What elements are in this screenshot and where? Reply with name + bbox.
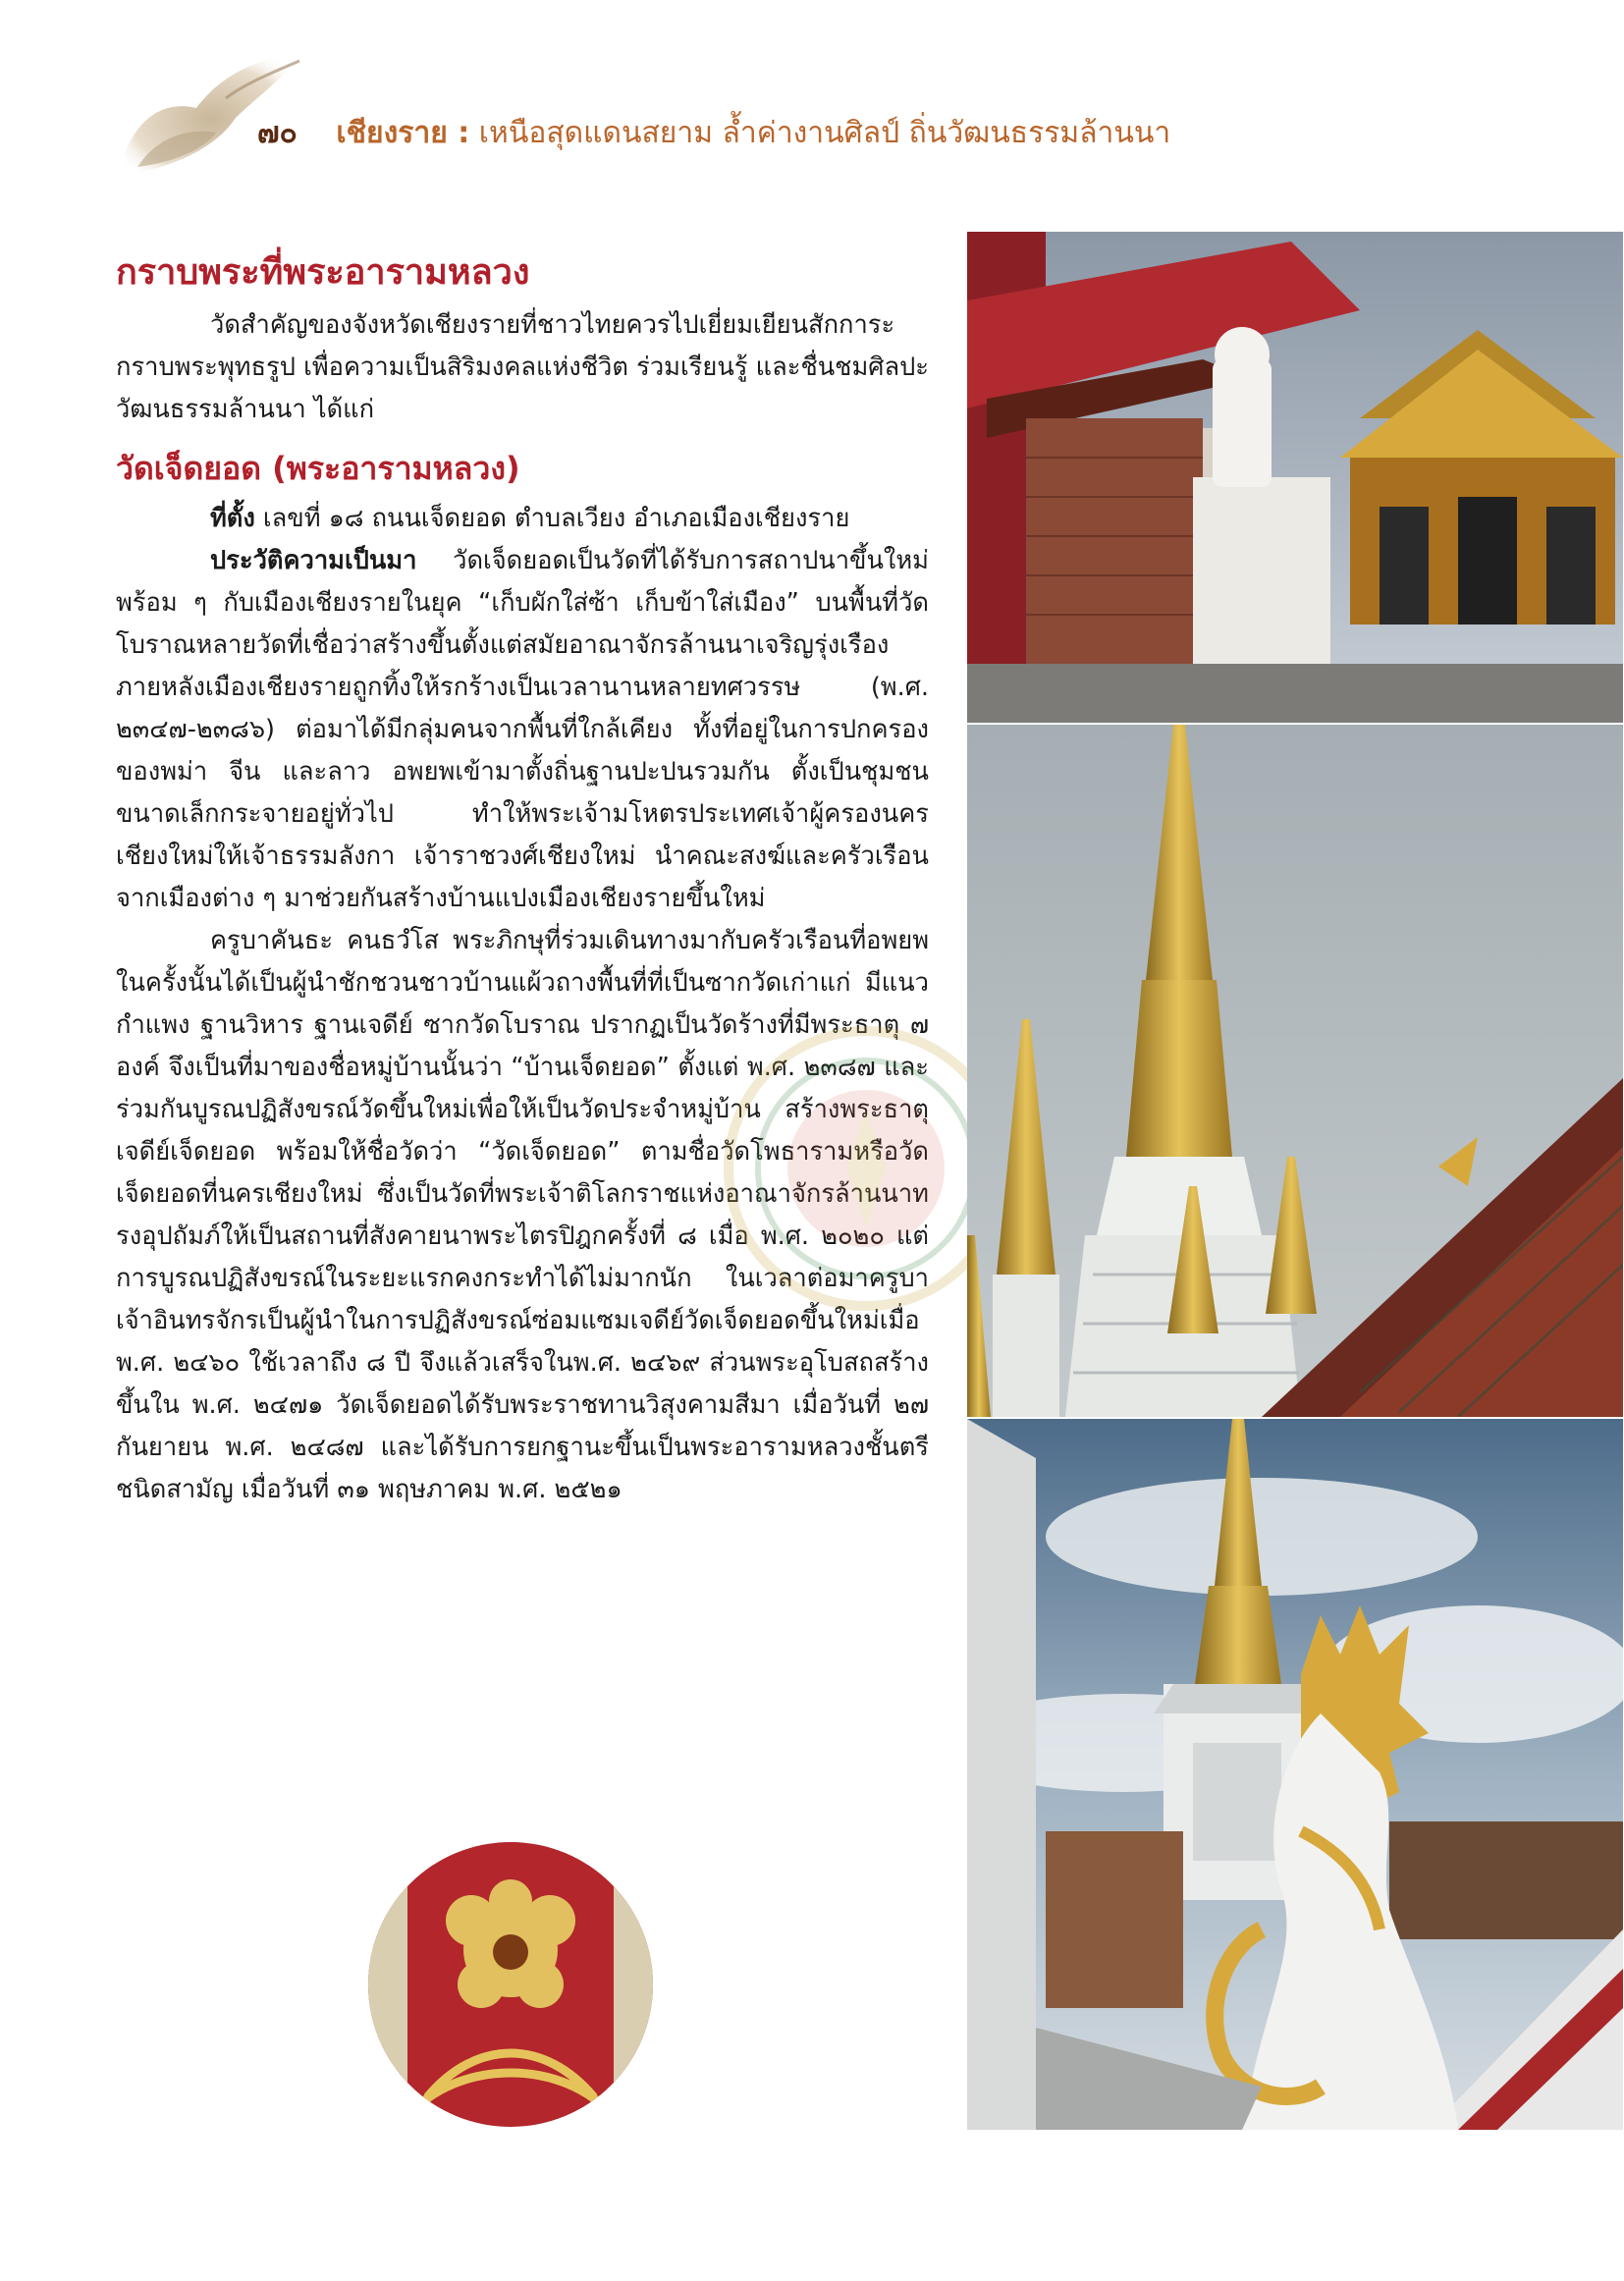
singha-guardian-photo [967, 1419, 1623, 2130]
article-heading: กราบพระที่พระอารามหลวง [116, 252, 530, 293]
ornament-detail-photo [368, 1842, 653, 2127]
history-paragraph [116, 540, 929, 920]
location-label: ที่ตั้ง [210, 504, 255, 533]
page-number: ๗๐ [257, 116, 298, 150]
history-paragraph-2: ครูบาคันธะ คนธวํโส พระภิกษุที่ร่วมเดินทางมากับครัวเรือนที่อพยพในครั้งนั้นได้เป็นผู้นำชักชวนชาวบ้านแผ้วถางพื้นที่ที่เป็นซากวัดเก่าแก่ มีแนวกำแพง ฐานวิหาร ฐานเจดีย์ ซากวัดโบราณ ปรากฏเป็นวัดร้างที่มีพระธาตุ ๗ องค์ จึงเป็นที่มาของชื่อหมู่บ้านนั้นว่า “บ้านเจ็ดยอด” ตั้งแต่ พ.ศ. ๒๓๘๗ และร่วมกันบูรณปฏิสังขรณ์วัดขึ้นใหม่เพื่อให้เป็นวัดประจำหมู่บ้าน สร้างพระธาตุเจดีย์เจ็ดยอด พร้อมให้ชื่อวัดว่า “วัดเจ็ดยอด” ตามชื่อวัดโพธารามหรือวัดเจ็ดยอดที่นครเชียงใหม่ ซึ่งเป็นวัดที่พระเจ้าติโลกราชแห่งอาณาจักรล้านนาทรงอุปถัมภ์ให้เป็นสถานที่สังคายนาพระไตรปิฎกครั้งที่ ๘ เมื่อ พ.ศ. ๒๐๒๐ แต่การบูรณปฏิสังขรณ์ในระยะแรกคงกระทำได้ไม่มากนัก ในเวลาต่อมาครูบาเจ้าอินทรจักรเป็นผู้นำในการปฏิสังขรณ์ซ่อมแซมเจดีย์วัดเจ็ดยอดขึ้นใหม่เมื่อ พ.ศ. ๒๔๖๐ ใช้เวลาถึง ๘ ปี จึงแล้วเสร็จในพ.ศ. ๒๔๖๙ ส่วนพระอุโบสถสร้างขึ้นใน พ.ศ. ๒๔๗๑ วัดเจ็ดยอดได้รับพระราชทานวิสุงคามสีมา เมื่อวันที่ ๒๗ กันยายน พ.ศ. ๒๔๘๗ และได้รับการยกฐานะขึ้นเป็นพระอารามหลวงชั้นตรี ชนิดสามัญ เมื่อวันที่ ๓๑ พฤษภาคม พ.ศ. ๒๕๒๑ [116, 926, 929, 1504]
header-section: เชียงราย : [336, 116, 470, 150]
temple-heading: วัดเจ็ดยอด (พระอารามหลวง) [116, 450, 520, 487]
header-title-line [257, 110, 1170, 156]
history-label: ประวัติความเป็นมา [210, 546, 417, 575]
intro-paragraph: วัดสำคัญของจังหวัดเชียงรายที่ชาวไทยควรไปเยี่ยมเยียนสักการะกราบพระพุทธรูป เพื่อความเป็นสิริมงคลแห่งชีวิต ร่วมเรียนรู้ และชื่นชมศิลปะวัฒนธรรมล้านนา ได้แก่ [116, 310, 929, 424]
golden-chedi-photo [967, 725, 1623, 1417]
history-text: วัดเจ็ดยอดเป็นวัดที่ได้รับการสถาปนาขึ้นใหม่พร้อม ๆ กับเมืองเชียงรายในยุค “เก็บผักใส่ซ้า เก็บข้าใส่เมือง” บนพื้นที่วัดโบราณหลายวัดที่เชื่อว่าสร้างขึ้นตั้งแต่สมัยอาณาจักรล้านนาเจริญรุ่งเรืองภายหลังเมืองเชียงรายถูกทิ้งให้รกร้างเป็นเวลานานหลายทศวรรษ (พ.ศ. ๒๓๔๗-๒๓๘๖) ต่อมาได้มีกลุ่มคนจากพื้นที่ใกล้เคียง ทั้งที่อยู่ในการปกครองของพม่า จีน และลาว อพยพเข้ามาตั้งถิ่นฐานปะปนรวมกัน ตั้งเป็นชุมชนขนาดเล็กกระจายอยู่ทั่วไป ทำให้พระเจ้ามโหตรประเทศเจ้าผู้ครองนครเชียงใหม่ให้เจ้าธรรมลังกา เจ้าราชวงศ์เชียงใหม่ นำคณะสงฆ์และครัวเรือนจากเมืองต่าง ๆ มาช่วยกันสร้างบ้านแปงเมืองเชียงรายขึ้นใหม่ [116, 546, 929, 913]
temple-entrance-photo [967, 232, 1623, 723]
header-subtitle: เหนือสุดแดนสยาม ล้ำค่างานศิลป์ ถิ่นวัฒนธรรมล้านนา [478, 116, 1171, 150]
location-text: เลขที่ ๑๘ ถนนเจ็ดยอด ตำบลเวียง อำเภอเมืองเชียงราย [254, 504, 850, 533]
page-header [0, 0, 1624, 196]
article-column [116, 247, 929, 1511]
location-paragraph [116, 498, 929, 540]
